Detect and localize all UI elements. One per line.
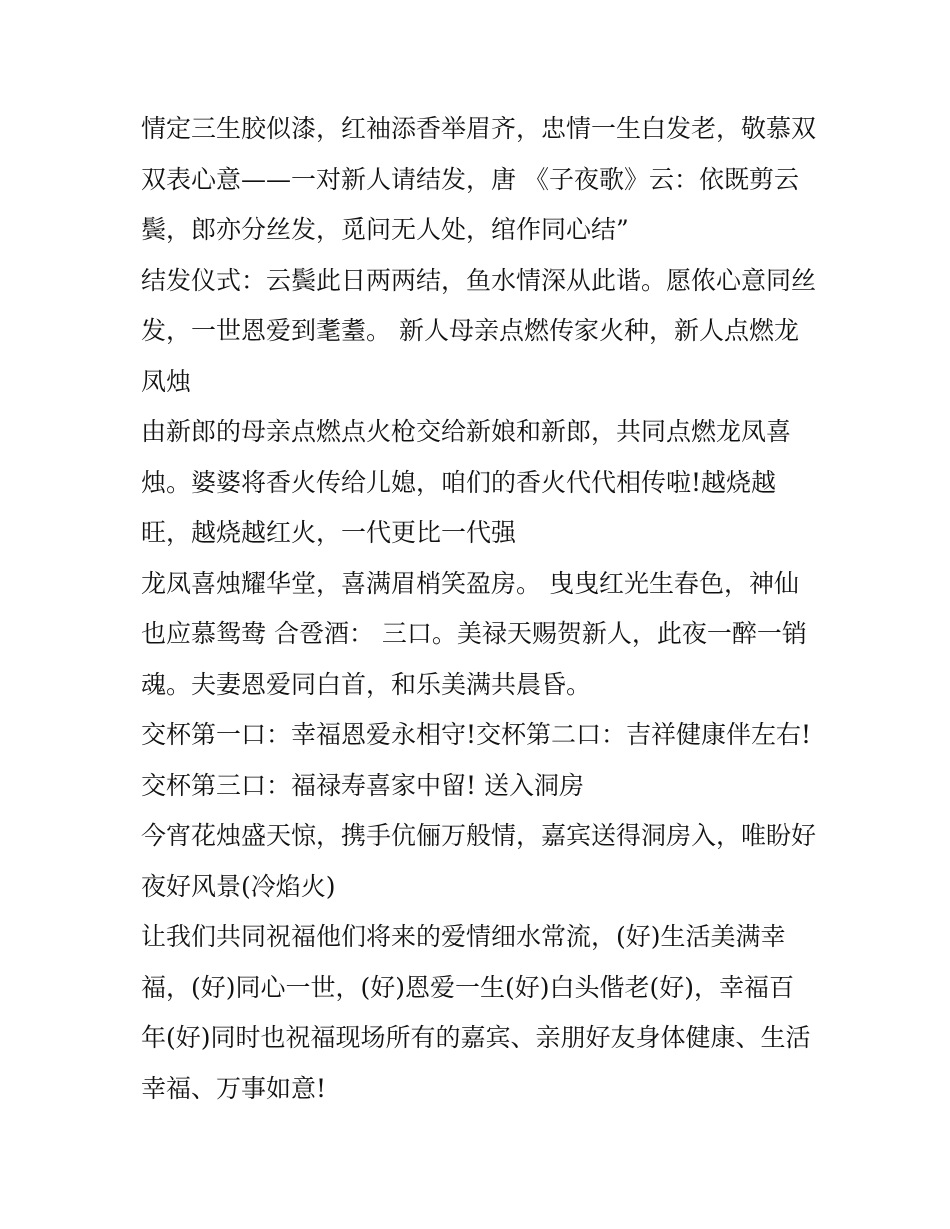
text-line: 交杯第三口：福禄寿喜家中留! 送入洞房: [141, 770, 584, 800]
text-line: 龙凤喜烛耀华堂，喜满眉梢笑盈房。 曳曳红光生春色，神仙: [141, 568, 799, 598]
text-line: 夜好风景(冷焰火): [141, 871, 336, 901]
text-line: 结发仪式：云鬓此日两两结，鱼水情深从此谐。愿侬心意同丝: [141, 265, 817, 295]
text-line: 凤烛: [141, 366, 192, 396]
text-line: 魂。夫妻恩爱同白首，和乐美满共晨昏。: [141, 669, 592, 699]
text-line: 旺，越烧越红火，一代更比一代强: [141, 518, 517, 547]
text-line: 今宵花烛盛天惊，携手伉俪万般情，嘉宾送得洞房入，唯盼好: [141, 821, 817, 850]
text-line: 福，(好)同心一世，(好)恩爱一生(好)白头偕老(好)，幸福百: [141, 972, 795, 1002]
text-line: 让我们共同祝福他们将来的爱情细水常流，(好)生活美满幸: [141, 922, 786, 951]
text-line: 发，一世恩爱到耄耋。 新人母亲点燃传家火种，新人点燃龙: [141, 316, 799, 345]
text-line: 双表心意——一对新人请结发，唐 《子夜歌》云：依既剪云: [141, 164, 799, 194]
text-line: 烛。婆婆将香火传给儿媳，咱们的香火代代相传啦!越烧越: [141, 467, 777, 497]
text-line: 由新郎的母亲点燃点火枪交给新娘和新郎，共同点燃龙凤喜: [141, 417, 792, 446]
text-line: 年(好)同时也祝福现场所有的嘉宾、亲朋好友身体健康、生活: [141, 1023, 811, 1052]
text-line: 情定三生胶似漆，红袖添香举眉齐，忠情一生白发老，敬慕双: [141, 114, 817, 143]
text-line: 幸福、万事如意!: [141, 1073, 327, 1103]
body-text: [141, 104, 821, 1114]
text-line: 鬓，郎亦分丝发，觅问无人处，绾作同心结”: [141, 215, 629, 244]
text-line: 也应慕鸳鸯 合卺酒： 三口。美禄天赐贺新人，此夜一醉一销: [141, 619, 807, 648]
text-line: 交杯第一口：幸福恩爱永相守!交杯第二口：吉祥健康伴左右!: [141, 720, 812, 749]
